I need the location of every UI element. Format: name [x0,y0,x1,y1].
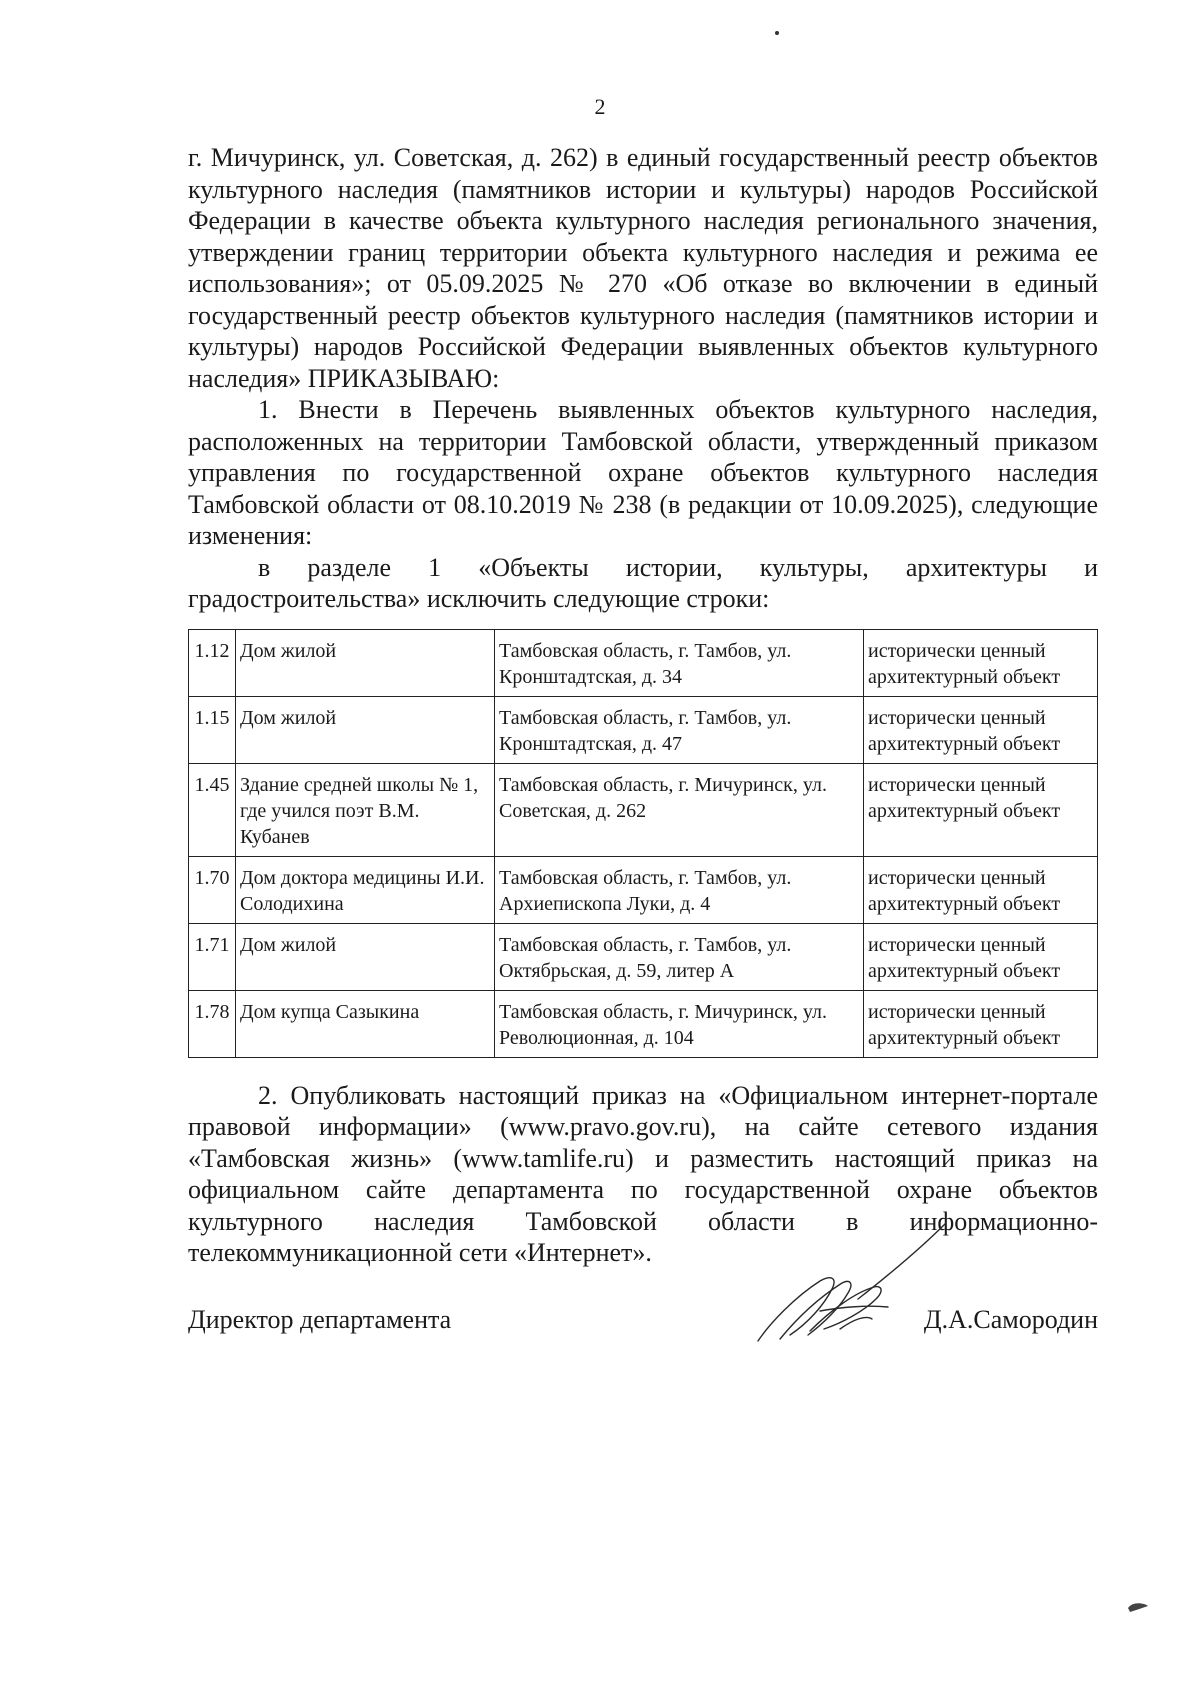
row-number-cell: 1.15 [189,696,236,763]
row-number-cell: 1.12 [189,629,236,696]
page-number: 2 [594,94,606,119]
object-name-cell: Дом доктора медицины И.И. Солодихина [236,856,495,923]
object-name-cell: Дом купца Сазыкина [236,990,495,1057]
object-address-cell: Тамбовская область, г. Мичуринск, ул. Советская, д. 262 [495,763,864,856]
signatory-name: Д.А.Самородин [923,1305,1098,1334]
document-body [188,142,1098,1269]
scan-speck [1126,1600,1150,1614]
table-row [189,856,1098,923]
order-item-1: 1. Внести в Перечень выявленных объектов культурного наследия, расположенных на территории Тамбовской области, утвержденный приказом управления по государственной охране объектов культурного наследия Тамбовской области от 08.10.2019 № 238 (в редакции от 10.09.2025), следующие изменения: [188,395,1098,550]
object-address-cell: Тамбовская область, г. Тамбов, ул. Кронштадтская, д. 47 [495,696,864,763]
table-row [189,990,1098,1057]
signature-block [188,1297,1098,1357]
excluded-objects-table [188,629,1098,1058]
order-item-2: 2. Опубликовать настоящий приказ на «Официальном интернет-портале правовой информации» (www.pravo.gov.ru), на сайте сетевого издания «Тамбовская жизнь» (www.tamlife.ru) и разместить настоящий приказ на официальном сайте департамента по государственной охране объектов культурного наследия Тамбовской области в информационно-телекоммуникационной сети «Интернет». [188,1080,1098,1267]
row-number-cell: 1.45 [189,763,236,856]
handwritten-signature [750,1219,950,1349]
row-number-cell: 1.71 [189,923,236,990]
object-category-cell: исторически ценный архитектурный объект [864,763,1098,856]
table-row [189,629,1098,696]
order-item-1-subsection: в разделе 1 «Объекты истории, культуры, архитектуры и градостроительства» исключить следующие строки: [188,552,1098,613]
intro-paragraph: г. Мичуринск, ул. Советская, д. 262) в единый государственный реестр объектов культурного наследия (памятников истории и культуры) народов Российской Федерации в качестве объекта культурного наследия регионального значения, утверждении границ территории объекта культурного наследия и режима ее использования»; от 05.09.2025 № 270 «Об отказе во включении в единый государственный реестр объектов культурного наследия (памятников истории и культуры) народов Российской Федерации выявленных объектов культурного наследия» ПРИКАЗЫВАЮ: [188,143,1098,393]
object-address-cell: Тамбовская область, г. Мичуринск, ул. Революционная, д. 104 [495,990,864,1057]
object-category-cell: исторически ценный архитектурный объект [864,629,1098,696]
table-row [189,763,1098,856]
object-name-cell: Дом жилой [236,923,495,990]
row-number-cell: 1.70 [189,856,236,923]
object-category-cell: исторически ценный архитектурный объект [864,856,1098,923]
object-name-cell: Здание средней школы № 1, где учился поэт В.М. Кубанев [236,763,495,856]
object-address-cell: Тамбовская область, г. Тамбов, ул. Архиепископа Луки, д. 4 [495,856,864,923]
object-name-cell: Дом жилой [236,629,495,696]
table-row [189,696,1098,763]
scan-speck [774,30,780,36]
object-category-cell: исторически ценный архитектурный объект [864,923,1098,990]
row-number-cell: 1.78 [189,990,236,1057]
object-category-cell: исторически ценный архитектурный объект [864,696,1098,763]
table-row [189,923,1098,990]
object-address-cell: Тамбовская область, г. Тамбов, ул. Октябрьская, д. 59, литер А [495,923,864,990]
excluded-objects-table-body [189,629,1098,1057]
object-name-cell: Дом жилой [236,696,495,763]
object-category-cell: исторически ценный архитектурный объект [864,990,1098,1057]
signatory-position: Директор департамента [188,1305,452,1334]
object-address-cell: Тамбовская область, г. Тамбов, ул. Кронштадтская, д. 34 [495,629,864,696]
